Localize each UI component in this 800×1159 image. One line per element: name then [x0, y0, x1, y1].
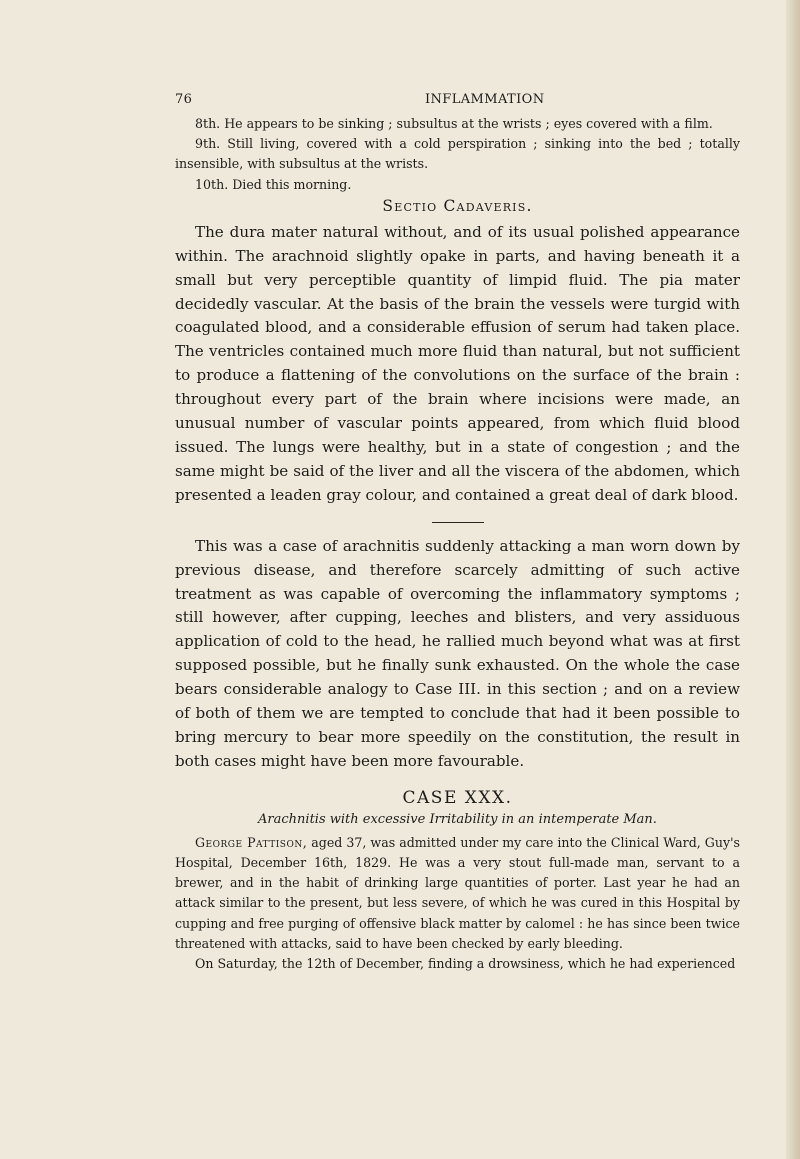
- running-title: INFLAMMATION: [425, 92, 545, 107]
- case-continuation: On Saturday, the 12th of December, finding a drowsiness, which he had experienced: [195, 955, 736, 971]
- note-8th: 8th. He appears to be sinking ; subsultus at the wrists ; eyes covered with a film.: [195, 116, 713, 131]
- note-10th: 10th. Died this morning.: [195, 176, 352, 192]
- commentary-section: [175, 535, 740, 774]
- page-number: 76: [175, 92, 193, 107]
- patient-name: George Pattison,: [195, 834, 308, 850]
- case-intro-text: aged 37, was admitted under my care into the Clinical Ward, Guy's Hospital, December 16th, 1829. He was a very stout full-made man, servant to a brewer, and in the habit of drinking large quantities of porter. Last year he had an attack similar to the present, but less severe, of which he was cured in this Hospital by cupping and free purging of offensive black matter by calomel : he has since been twice threatened with attacks, said to have been checked by early bleeding.: [175, 834, 740, 951]
- section-divider: [432, 522, 484, 523]
- running-head: [175, 92, 740, 114]
- autopsy-section: [175, 221, 740, 508]
- note-9th: 9th. Still living, covered with a cold perspiration ; sinking into the bed ; totally insensible, with subsultus at the wrists.: [175, 136, 740, 172]
- autopsy-paragraph: The dura mater natural without, and of its usual polished appearance within. The arachnoid slightly opake in parts, and having beneath it a small but very perceptible quantity of limpid fluid. The pia mater decidedly vascular. At the basis of the brain the vessels were turgid with coagulated blood, and a considerable effusion of serum had taken place. The ventricles contained much more fluid than natural, but not sufficient to produce a flattening of the convolutions on the surface of the brain : throughout every part of the brain where incisions were made, an unusual number of vascular points appeared, from which fluid blood issued. The lungs were healthy, but in a state of congestion ; and the same might be said of the liver and all the viscera of the abdomen, which presented a leaden gray colour, and contained a great deal of dark blood.: [175, 222, 740, 504]
- case-text: [175, 833, 740, 974]
- daily-notes: [175, 114, 740, 195]
- case-heading: CASE XXX.: [402, 787, 513, 808]
- book-page: [175, 92, 740, 974]
- commentary-paragraph: This was a case of arachnitis suddenly attacking a man worn down by previous disease, and therefore scarcely admitting of such active treatment as was capable of overcoming the inflammatory symptoms ; still however, after cupping, leeches and blisters, and very assiduous application of cold to the head, he rallied much beyond what was at first supposed possible, but he finally sunk exhausted. On the whole the case bears considerable analogy to Case III. in this section ; and on a review of both of them we are tempted to conclude that had it been possible to bring mercury to bear more speedily on the constitution, the result in both cases might have been more favourable.: [175, 536, 740, 770]
- case-intro: [175, 833, 740, 954]
- sectio-cadaveris-heading: Sectio Cadaveris.: [382, 196, 533, 215]
- page-edge: [786, 0, 800, 1159]
- case-subtitle: Arachnitis with excessive Irritability in an intemperate Man.: [258, 811, 657, 827]
